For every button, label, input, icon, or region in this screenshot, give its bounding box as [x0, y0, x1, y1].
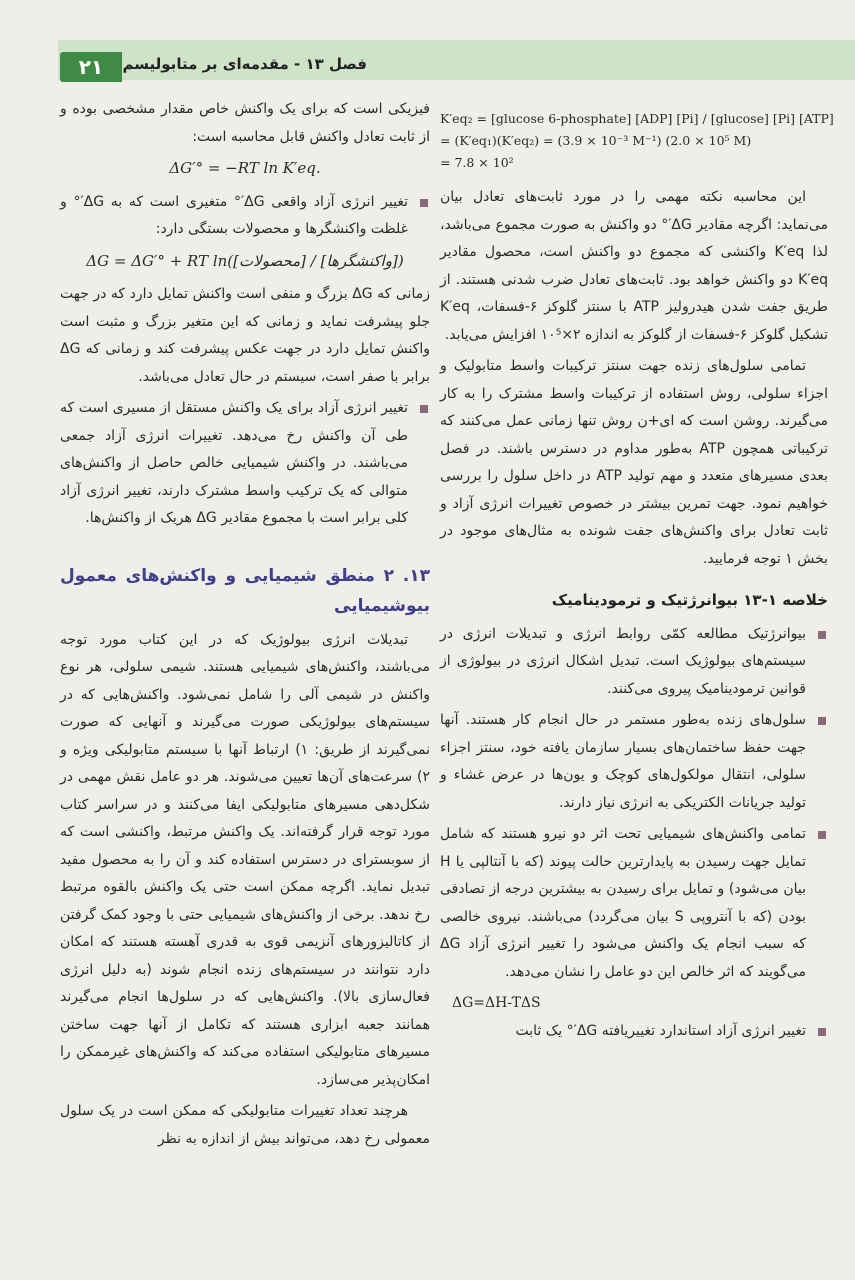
summary-bullet: تمامی واکنش‌های شیمیایی تحت اثر دو نیرو هستند که شامل تمایل جهت رسیدن به پایدارترین حالت پیوند (که با آنتالپی یا H بیان می‌شود) و تمایل برای رسیدن به بیشترین درجه از تصادفی بودن (که با آنتروپی S بیان می‌گردد) می‌باشند. نیروی خالصی که سبب انجام یک واکنش می‌شود را تغییر انرژی آزاد ΔG می‌گویند که اثر خالص این دو عامل را نشان می‌دهد. [440, 821, 828, 986]
page-number: ۲۱ [60, 52, 122, 82]
bullet-item: تغییر انرژی آزاد واقعی ΔG′° متغیری است که به ΔG′° و غلظت واکنشگرها و محصولات بستگی دارد: [60, 189, 430, 244]
right-column [440, 108, 834, 1049]
equation-line-2: = (K′eq₁)(K′eq₂) = (3.9 × 10⁻³ M⁻¹) (2.0 × 10⁵ M) [440, 133, 752, 148]
left-column [60, 96, 430, 1157]
equation-line-1: K′eq₂ = [glucose 6-phosphate] [ADP] [Pi] / [glucose] [Pi] [ATP] [440, 111, 834, 126]
free-energy-equation: ΔG′° = −RT ln K′eq. [169, 159, 321, 177]
summary-heading: خلاصه ۱-۱۳ بیوانرژتیک و ترمودینامیک [551, 591, 828, 609]
actual-free-energy-equation: ΔG = ΔG′° + RT ln([محصولات] / [واکنشگرها]) [86, 251, 404, 270]
paragraph: هرچند تعداد تغییرات متابولیکی که ممکن است در یک سلول معمولی رخ دهد، می‌تواند بیش از اندازه به نظر [60, 1103, 430, 1147]
equation-line-3: = 7.8 × 10² [440, 155, 514, 170]
paragraph: زمانی که ΔG بزرگ و منفی است واکنش تمایل دارد که در جهت جلو پیشرفت نماید و زمانی که این متغیر بزرگ و مثبت است واکنش تمایل دارد در جهت عکس پیشرفت کند و زمانی که ΔG برابر با صفر است، سیستم در حال تعادل می‌باشد. [60, 286, 430, 385]
chapter-title: فصل ۱۳ - مقدمه‌ای بر متابولیسم [122, 55, 367, 73]
summary-bullet: بیوانرژتیک مطالعه کمّی روابط انرژی و تبدیلات انرژی در سیستم‌های بیولوژیک است. تبدیل اشکال انرژی در بیولوژی از قوانین ترمودینامیک پیروی می‌کنند. [440, 621, 828, 704]
summary-bullet: سلول‌های زنده به‌طور مستمر در حال انجام کار هستند. آنها جهت حفظ ساختمان‌های بسیار سازمان یافته خود، سنتز اجزاء سلولی، انتقال مولکول‌های کوچک و یون‌ها در عرض غشاء و تولید جریانات الکتریکی به انرژی نیاز دارند. [440, 707, 828, 817]
section-heading: ۱۳. ۲ منطق شیمیایی و واکنش‌های معمول بیوشیمیایی [60, 565, 430, 616]
paragraph: تمامی سلول‌های زنده جهت سنتز ترکیبات واسط متابولیک و اجزاء سلولی، روش استفاده از ترکیبات واسط مشترک را به کار می‌گیرند. روشن است که ای+ن روش تنها زمانی عمل می‌کنند که ترکیباتی همچون ATP به‌طور مداوم در دسترس باشند. در فصل بعدی مسیرهای متعدد و مهم تولید ATP در داخل سلول را بررسی خواهیم نمود. جهت تمرین بیشتر در خصوص تغییرات انرژی آزاد و ثابت تعادل برای واکنش‌های جفت شونده به مثال‌های موجود در بخش ۱ توجه فرمایید. [440, 358, 829, 567]
equilibrium-equation [440, 108, 834, 174]
paragraph: فیزیکی است که برای یک واکنش خاص مقدار مشخصی بوده و از ثابت تعادل واکنش قابل محاسبه است: [60, 101, 430, 145]
gibbs-equation: ΔG=ΔH-TΔS [452, 995, 541, 1011]
paragraph: این محاسبه نکته مهمی را در مورد ثابت‌های تعادل بیان می‌نماید: اگرچه مقادیر ΔG′° دو واکنش به صورت مجموع می‌باشد، لذا K′eq واکنشی که مجموع دو واکنش است، محصول مقادیر K′eq دو واکنش خواهد بود. ثابت‌های تعادل ضرب شدنی هستند. از طریق جفت شدن هیدرولیز ATP با سنتز گلوکز ۶-فسفات، K′eq تشکیل گلوکز ۶-فسفات از گلوکز به اندازه ۲×۱۰⁵ افزایش می‌یابد. [440, 189, 828, 343]
paragraph: تبدیلات انرژی بیولوژیک که در این کتاب مورد توجه می‌باشند، واکنش‌های شیمیایی هستند. شیمی سلولی، هر نوع واکنش در شیمی آلی را شامل نمی‌شود. واکنش‌هایی که در سیستم‌های بیولوژیکی صورت می‌گیرند و آنهایی که صورت نمی‌گیرند از طریق: ۱) ارتباط آنها با سیستم متابولیکی ویژه و ۲) سرعت‌های آن‌ها تعیین می‌شوند. هر دو عامل نقش مهمی در شکل‌دهی مسیرهای متابولیکی ایفا می‌کنند و در سراسر کتاب مورد توجه قرار گرفته‌اند. یک واکنش مرتبط، واکنشی است که از سوبسترای در دسترس استفاده کند و آن را به محصول مفید تبدیل نماید. اگرچه ممکن است حتی یک واکنش بالقوه مرتبط رخ ندهد. برخی از واکنش‌های شیمیایی حتی با وجود کمک گرفتن از کاتالیزورهای آنزیمی قوی به قدری آهسته هستند که امکان دارد نتوانند در سیستم‌های زنده انجام شوند (به دلیل انرژی فعال‌سازی بالا). واکنش‌هایی که در سلول‌ها انجام می‌گیرند همانند جعبه ابزاری هستند که تکامل از آنها جهت ساختن مسیرهای متابولیکی استفاده می‌کند که واکنش‌های غیرممکن را امکان‌پذیر می‌سازد. [60, 631, 430, 1088]
bullet-item: تغییر انرژی آزاد برای یک واکنش مستقل از مسیری است که طی آن واکنش رخ می‌دهد. تغییرات انرژی آزاد جمعی می‌باشند. در واکنش شیمیایی خالص حاصل از واکنش‌های متوالی که یک ترکیب واسط مشترک دارند، تغییر انرژی آزاد کلی برابر است با مجموع مقادیر ΔG هریک از واکنش‌ها. [60, 395, 430, 533]
summary-bullet: تغییر انرژی آزاد استاندارد تغییریافته ΔG′° یک ثابت [440, 1018, 828, 1046]
